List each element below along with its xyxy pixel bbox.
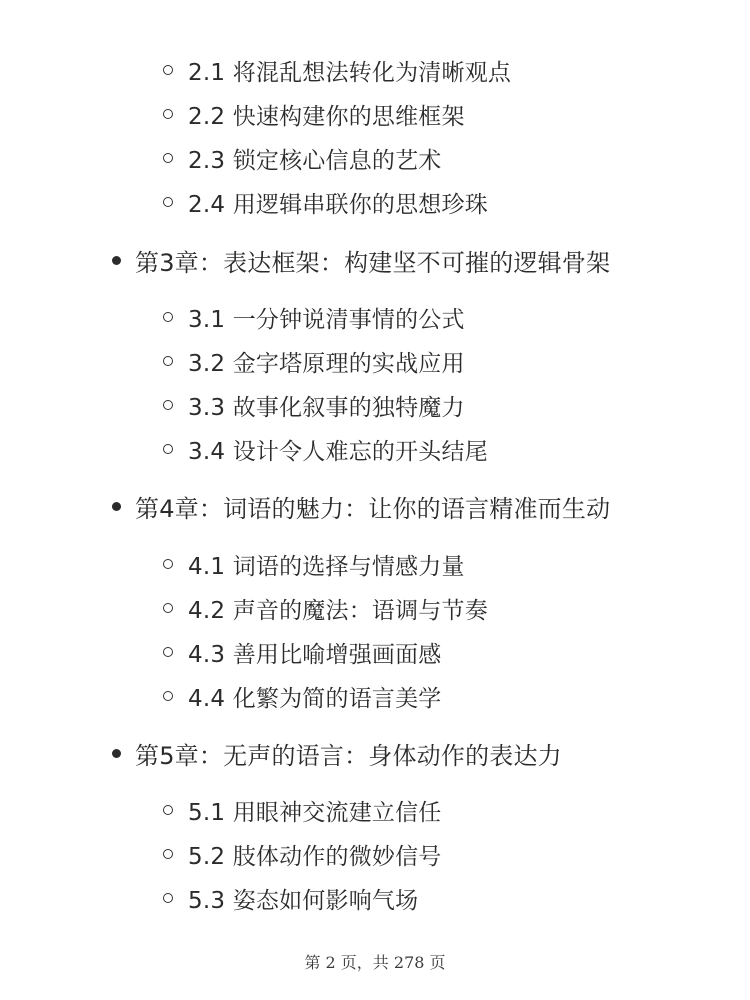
toc-item-label: 2.1 将混乱想法转化为清晰观点 <box>188 59 512 86</box>
hollow-bullet-icon <box>163 893 173 903</box>
toc-item-3-1 <box>163 297 465 337</box>
toc-chapter-3 <box>112 240 610 280</box>
toc-item-label: 3.4 设计令人难忘的开头结尾 <box>188 438 488 465</box>
hollow-bullet-icon <box>163 312 173 322</box>
hollow-bullet-icon <box>163 400 173 410</box>
toc-item-label: 5.2 肢体动作的微妙信号 <box>188 843 442 870</box>
toc-item-label: 4.2 声音的魔法：语调与节奏 <box>188 597 488 624</box>
hollow-bullet-icon <box>163 109 173 119</box>
toc-item-3-4 <box>163 429 488 469</box>
filled-bullet-icon <box>112 502 121 511</box>
toc-item-label: 2.3 锁定核心信息的艺术 <box>188 147 442 174</box>
toc-chapter-5 <box>112 733 562 773</box>
hollow-bullet-icon <box>163 691 173 701</box>
toc-item-label: 3.2 金字塔原理的实战应用 <box>188 350 465 377</box>
toc-item-label: 4.4 化繁为简的语言美学 <box>188 685 442 712</box>
toc-item-4-2 <box>163 588 488 628</box>
toc-item-2-4 <box>163 182 488 222</box>
toc-chapter-4 <box>112 486 610 526</box>
toc-item-2-2 <box>163 94 465 134</box>
toc-item-label: 2.4 用逻辑串联你的思想珍珠 <box>188 191 488 218</box>
hollow-bullet-icon <box>163 153 173 163</box>
toc-chapter-label: 第3章：表达框架：构建坚不可摧的逻辑骨架 <box>135 248 611 277</box>
toc-item-5-3 <box>163 878 418 918</box>
hollow-bullet-icon <box>163 647 173 657</box>
hollow-bullet-icon <box>163 65 173 75</box>
toc-item-2-1 <box>163 50 511 90</box>
hollow-bullet-icon <box>163 849 173 859</box>
hollow-bullet-icon <box>163 356 173 366</box>
filled-bullet-icon <box>112 749 121 758</box>
toc-item-label: 3.1 一分钟说清事情的公式 <box>188 306 465 333</box>
toc-item-5-1 <box>163 790 442 830</box>
toc-item-label: 3.3 故事化叙事的独特魔力 <box>188 394 465 421</box>
toc-item-4-4 <box>163 676 442 716</box>
toc-chapter-label: 第4章：词语的魅力：让你的语言精准而生动 <box>135 494 611 523</box>
hollow-bullet-icon <box>163 603 173 613</box>
page-number-footer: 第 2 页，共 278 页 <box>304 953 446 972</box>
toc-item-4-3 <box>163 632 442 672</box>
toc-item-label: 5.3 姿态如何影响气场 <box>188 887 419 914</box>
toc-item-label: 4.1 词语的选择与情感力量 <box>188 553 465 580</box>
toc-item-label: 4.3 善用比喻增强画面感 <box>188 641 442 668</box>
toc-item-3-2 <box>163 341 465 381</box>
hollow-bullet-icon <box>163 444 173 454</box>
toc-item-3-3 <box>163 385 465 425</box>
toc-item-label: 5.1 用眼神交流建立信任 <box>188 799 442 826</box>
hollow-bullet-icon <box>163 805 173 815</box>
toc-item-label: 2.2 快速构建你的思维框架 <box>188 103 465 130</box>
hollow-bullet-icon <box>163 559 173 569</box>
toc-item-5-2 <box>163 834 442 874</box>
toc-item-2-3 <box>163 138 442 178</box>
toc-chapter-label: 第5章：无声的语言：身体动作的表达力 <box>135 741 562 770</box>
hollow-bullet-icon <box>163 197 173 207</box>
filled-bullet-icon <box>112 256 121 265</box>
toc-item-4-1 <box>163 544 465 584</box>
